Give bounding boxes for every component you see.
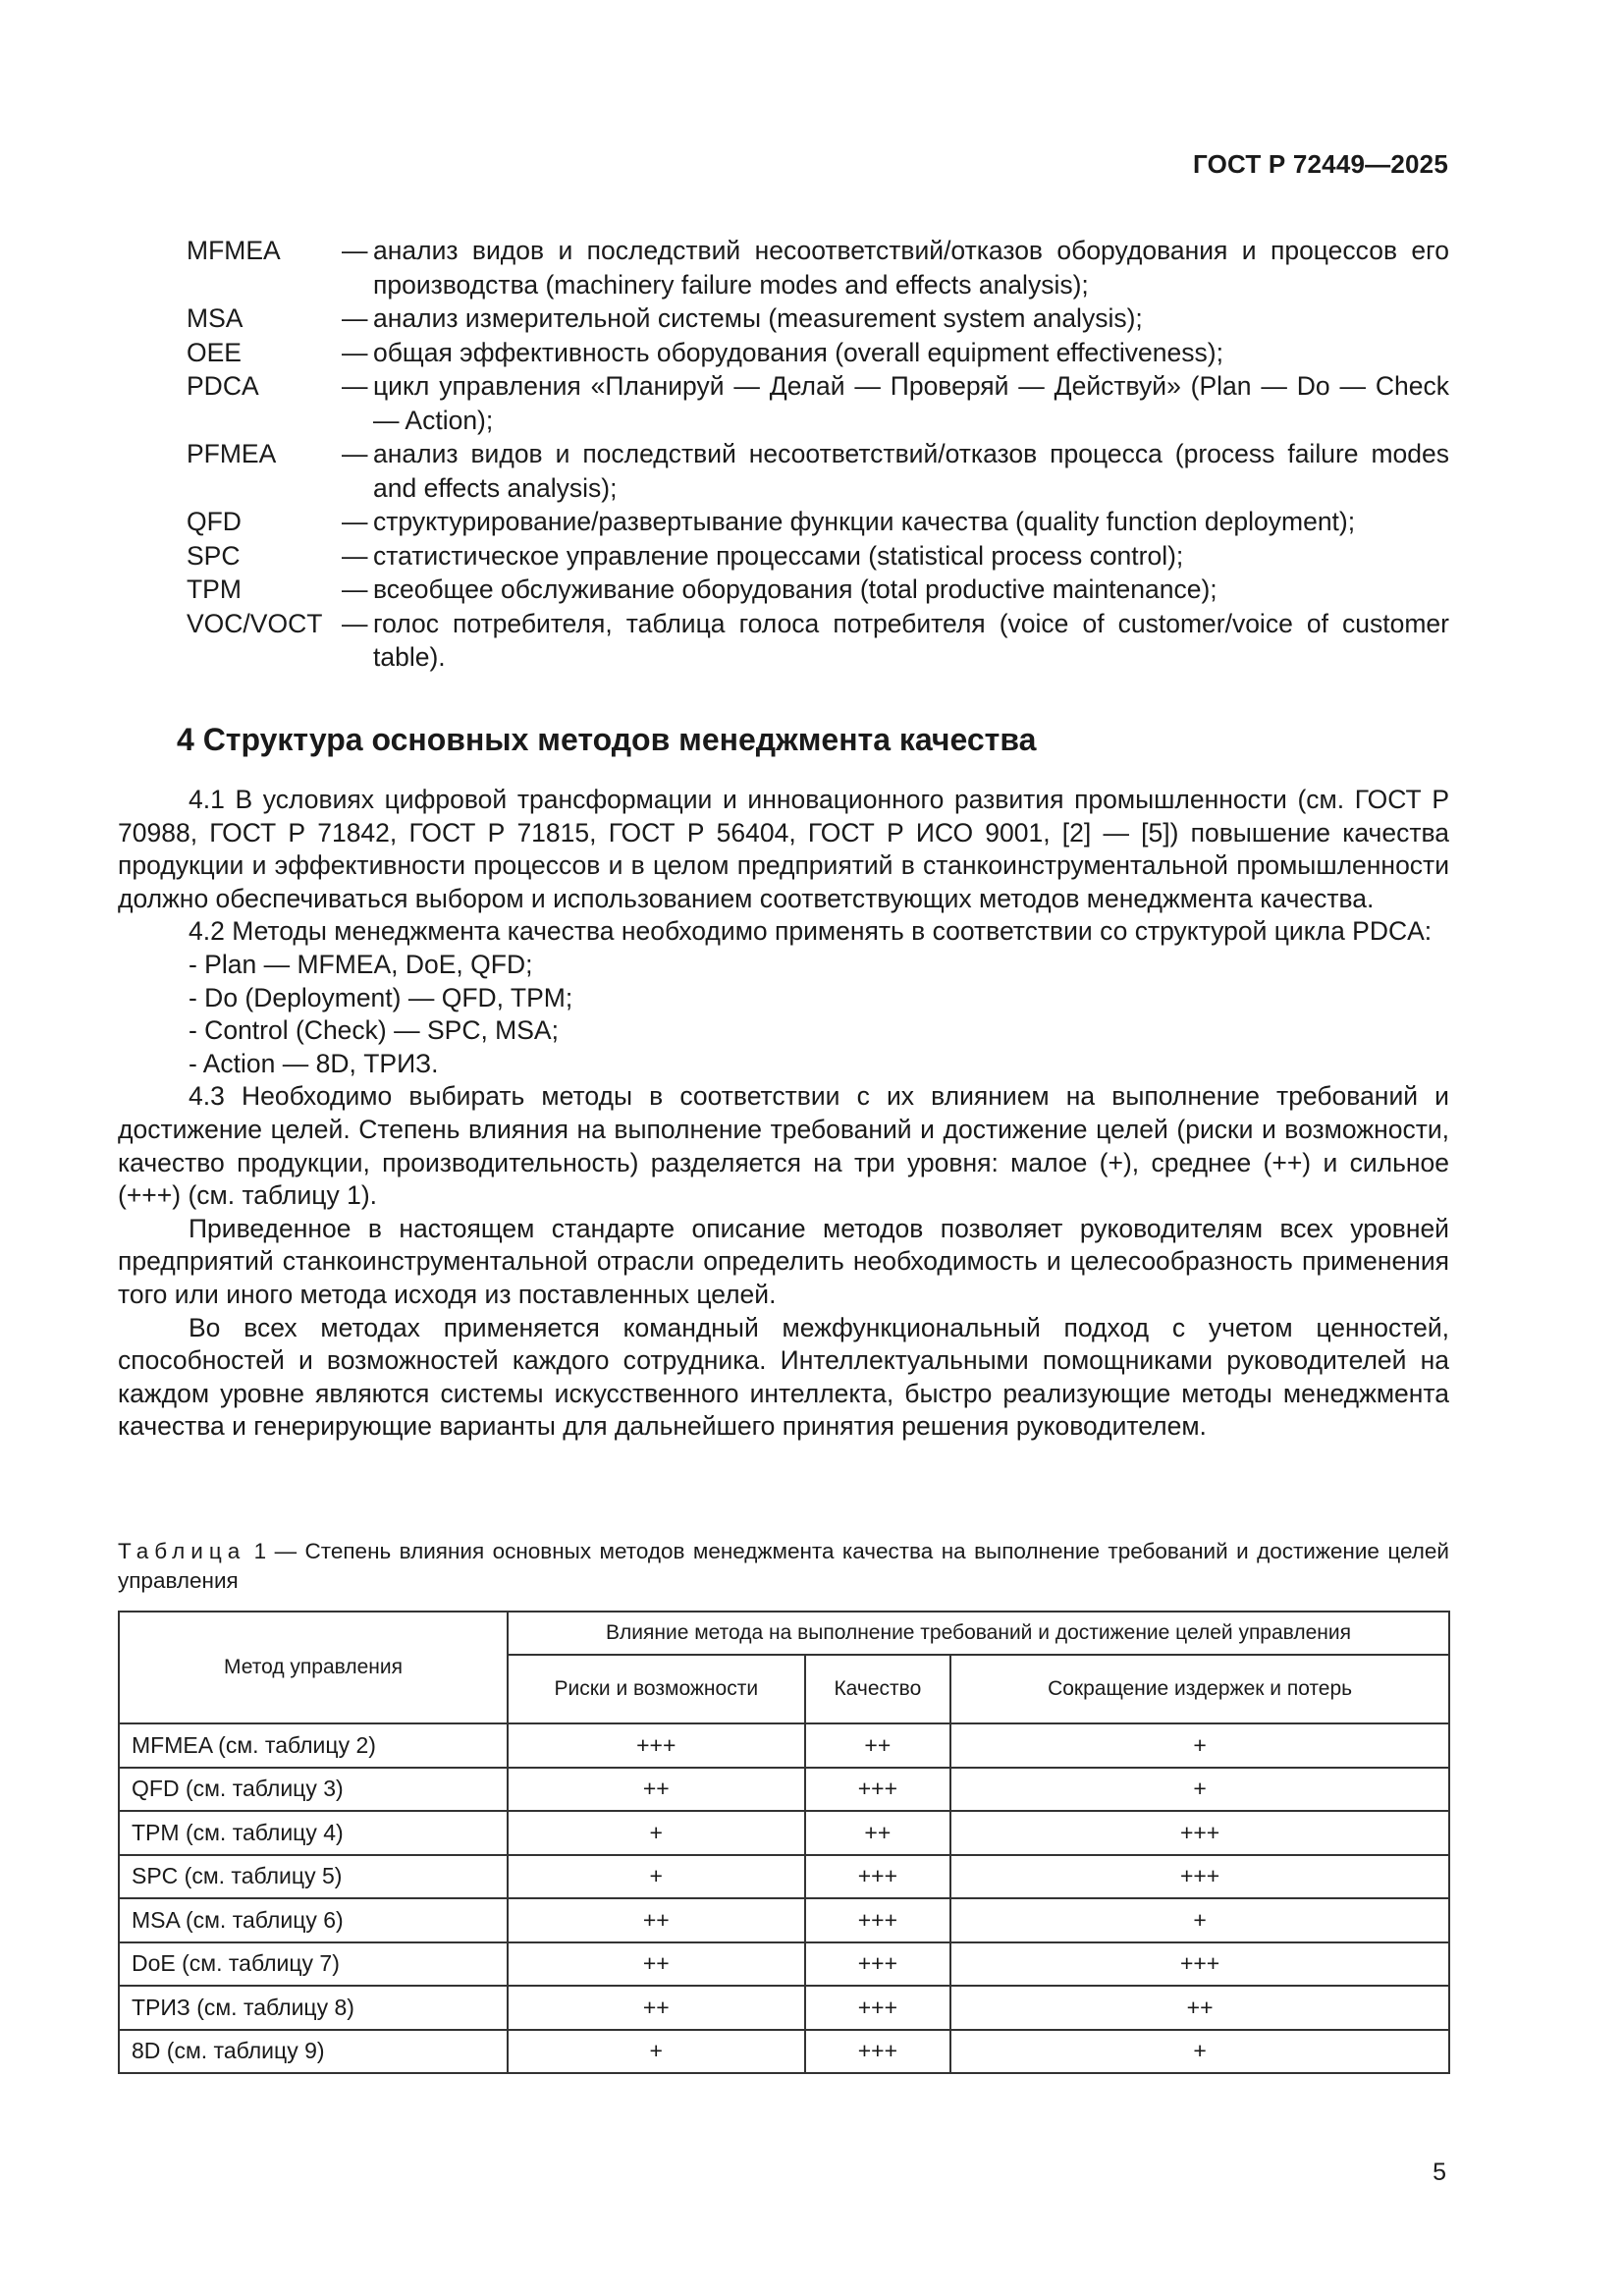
abbreviation-row [187, 336, 1449, 370]
abbreviation-row [187, 573, 1449, 607]
column-header-cost-reduction: Сокращение издержек и потерь [950, 1655, 1449, 1723]
table-caption [118, 1537, 1449, 1596]
abbreviation-dash: — [342, 303, 368, 333]
abbreviation-row [187, 607, 1449, 675]
impact-cell: +++ [805, 1855, 951, 1899]
abbreviation-row [187, 301, 1449, 336]
method-cell: SPC (см. таблицу 5) [119, 1855, 508, 1899]
impact-cell: ++ [805, 1811, 951, 1855]
impact-cell: + [950, 1898, 1449, 1942]
paragraph: Во всех методах применяется командный межфункциональный подход с учетом ценностей, способностей и возможностей каждого сотрудника. Интеллектуальными помощниками руководителей на каждом уровне являются системы искусственного интеллекта, быстро реализующие методы менеджмента качества и генерирующие варианты для дальнейшего принятия решения руководителем. [118, 1312, 1449, 1442]
abbreviation-term: SPC [187, 540, 241, 571]
table-row [119, 1811, 1449, 1855]
method-cell: DoE (см. таблицу 7) [119, 1942, 508, 1987]
abbreviation-definition: структурирование/развертывание функции качества (quality function deployment); [373, 507, 1356, 536]
table-row [119, 2030, 1449, 2074]
abbreviation-dash: — [342, 540, 368, 571]
list-item: - Do (Deployment) — QFD, TPM; [189, 982, 573, 1012]
abbreviation-term: OEE [187, 337, 242, 367]
impact-cell: +++ [805, 1942, 951, 1987]
abbreviation-dash: — [342, 236, 368, 265]
abbreviation-row [187, 234, 1449, 301]
abbreviations-list [187, 234, 1449, 675]
abbreviation-term: PDCA [187, 371, 259, 401]
impact-cell: +++ [950, 1811, 1449, 1855]
table-row [119, 1723, 1449, 1768]
paragraph-4-2: 4.2 Методы менеджмента качества необходимо применять в соответствии со структурой цикла PDCA: [189, 916, 1433, 947]
impact-cell: ++ [508, 1768, 805, 1812]
impact-cell: + [508, 2030, 805, 2074]
method-cell: MFMEA (см. таблицу 2) [119, 1723, 508, 1768]
list-item: - Action — 8D, ТРИЗ. [189, 1048, 439, 1078]
table-row [119, 1942, 1449, 1987]
table-row [119, 1898, 1449, 1942]
abbreviation-row [187, 539, 1449, 574]
impact-cell: ++ [508, 1942, 805, 1987]
impact-cell: ++ [508, 1986, 805, 2030]
abbreviation-term: TPM [187, 574, 242, 604]
impact-cell: ++ [950, 1986, 1449, 2030]
impact-cell: + [950, 2030, 1449, 2074]
abbreviation-row [187, 505, 1449, 539]
page-number: 5 [1433, 2159, 1446, 2186]
abbreviation-row [187, 437, 1449, 505]
abbreviation-definition: голос потребителя, таблица голоса потребителя (voice of customer/voice of customer table). [373, 608, 1449, 672]
table-row [119, 1855, 1449, 1899]
method-cell: MSA (см. таблицу 6) [119, 1898, 508, 1942]
abbreviation-definition: статистическое управление процессами (statistical process control); [373, 540, 1184, 571]
table-header-row [119, 1612, 1449, 1655]
method-cell: ТРИЗ (см. таблицу 8) [119, 1986, 508, 2030]
methods-impact-table [118, 1611, 1450, 2074]
document-code-header: ГОСТ Р 72449—2025 [1193, 149, 1448, 179]
table-caption-text: 1 — Степень влияния основных методов менеджмента качества на выполнение требований и достижение целей управления [118, 1539, 1449, 1593]
abbreviation-term: MSA [187, 303, 243, 333]
method-column-header: Метод управления [119, 1612, 508, 1723]
method-cell: 8D (см. таблицу 9) [119, 2030, 508, 2074]
abbreviation-definition: цикл управления «Планируй — Делай — Проверяй — Действуй» (Plan — Do — Check — Action); [373, 371, 1449, 435]
impact-cell: +++ [805, 1898, 951, 1942]
section-body [118, 784, 1449, 1444]
paragraph-4-3: 4.3 Необходимо выбирать методы в соответствии с их влиянием на выполнение требований и достижение целей. Степень влияния на выполнение требований и достижение целей (риски и возможности, качество продукции, производительность) разделяется на три уровня: малое (+), среднее (++) и сильное (+++) (см. таблицу 1). [118, 1081, 1449, 1211]
abbreviation-definition: всеобщее обслуживание оборудования (total productive maintenance); [373, 574, 1217, 604]
list-item: - Plan — MFMEA, DoE, QFD; [189, 949, 533, 979]
impact-cell: +++ [805, 2030, 951, 2074]
abbreviation-term: VOC/VOCT [187, 608, 323, 638]
abbreviation-term: QFD [187, 507, 242, 536]
method-cell: TPM (см. таблицу 4) [119, 1811, 508, 1855]
impact-cell: ++ [508, 1898, 805, 1942]
table-caption-label: Таблица [118, 1539, 246, 1563]
abbreviation-term: PFMEA [187, 439, 277, 468]
paragraph-4-1: 4.1 В условиях цифровой трансформации и инновационного развития промышленности (см. ГОСТ Р 70988, ГОСТ Р 71842, ГОСТ Р 71815, ГОСТ Р 56404, ГОСТ Р ИСО 9001, [2] — [5]) повышение качества продукции и эффективности процессов и в целом предприятий в станкоинструментальной промышленности должно обеспечиваться выбором и использованием соответствующих методов менеджмента качества. [118, 785, 1449, 913]
section-heading: 4 Структура основных методов менеджмента качества [177, 722, 1037, 757]
abbreviation-definition: общая эффективность оборудования (overall equipment effectiveness); [373, 337, 1223, 367]
impact-cell: +++ [508, 1723, 805, 1768]
abbreviation-dash: — [342, 507, 368, 536]
impact-cell: +++ [950, 1942, 1449, 1987]
method-cell: QFD (см. таблицу 3) [119, 1768, 508, 1812]
impact-group-header: Влияние метода на выполнение требований и достижение целей управления [508, 1612, 1449, 1655]
impact-cell: + [508, 1855, 805, 1899]
impact-cell: + [950, 1768, 1449, 1812]
abbreviation-dash: — [342, 574, 368, 604]
abbreviation-term: MFMEA [187, 236, 281, 265]
column-header-quality: Качество [805, 1655, 951, 1723]
impact-cell: +++ [805, 1768, 951, 1812]
abbreviation-dash: — [342, 337, 368, 367]
abbreviation-definition: анализ видов и последствий несоответствий/отказов оборудования и процессов его производства (machinery failure modes and effects analysis); [373, 236, 1449, 300]
abbreviation-dash: — [342, 608, 368, 638]
impact-cell: + [950, 1723, 1449, 1768]
impact-cell: ++ [805, 1723, 951, 1768]
abbreviation-definition: анализ видов и последствий несоответствий/отказов процесса (process failure modes and effects analysis); [373, 439, 1449, 503]
list-item: - Control (Check) — SPC, MSA; [189, 1015, 559, 1046]
impact-cell: + [508, 1811, 805, 1855]
impact-cell: +++ [950, 1855, 1449, 1899]
abbreviation-dash: — [342, 371, 368, 401]
abbreviation-row [187, 369, 1449, 437]
table-row [119, 1768, 1449, 1812]
paragraph: Приведенное в настоящем стандарте описание методов позволяет руководителям всех уровней предприятий станкоинструментальной отрасли определить необходимость и целесообразность применения того или иного метода исходя из поставленных целей. [118, 1213, 1449, 1309]
table-row [119, 1986, 1449, 2030]
abbreviation-dash: — [342, 439, 368, 468]
abbreviation-definition: анализ измерительной системы (measurement system analysis); [373, 303, 1143, 333]
column-header-risks: Риски и возможности [508, 1655, 805, 1723]
impact-cell: +++ [805, 1986, 951, 2030]
